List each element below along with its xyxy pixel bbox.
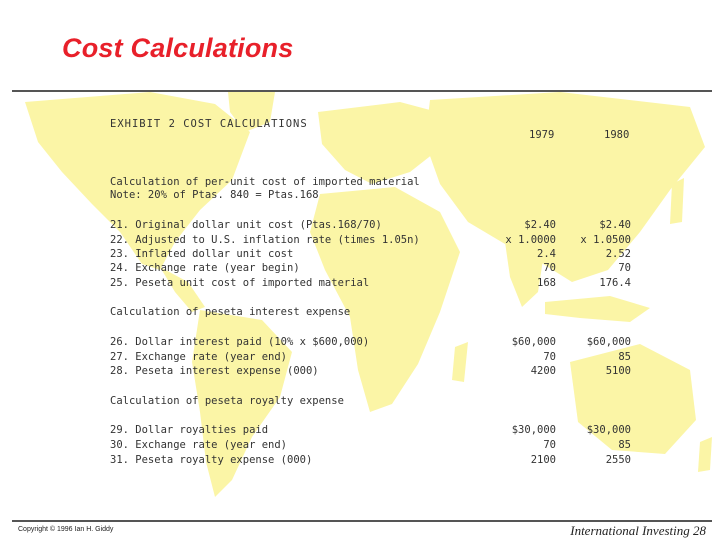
table-cell-1980: $2.40 xyxy=(599,219,631,231)
copyright-text: Copyright © 1996 Ian H. Giddy xyxy=(18,526,114,533)
bottom-divider xyxy=(12,520,712,522)
table-cell-1979: 4200 xyxy=(530,365,556,377)
footer-page-label: International Investing 28 xyxy=(570,523,706,538)
table-row-label: 25. Peseta unit cost of imported material xyxy=(110,277,370,289)
exhibit-title: EXHIBIT 2 COST CALCULATIONS xyxy=(110,118,308,130)
table-cell-1979: x 1.0000 xyxy=(505,234,556,246)
table-cell-1979: 70 xyxy=(543,351,556,363)
table-cell-1980: $30,000 xyxy=(586,424,631,436)
section-heading-imported-material: Calculation of per-unit cost of imported material xyxy=(110,176,420,188)
slide-title: Cost Calculations xyxy=(62,33,294,63)
column-header-1980: 1980 xyxy=(604,129,630,141)
table-row-label: 21. Original dollar unit cost (Ptas.168/70) xyxy=(110,219,382,231)
table-cell-1980: 85 xyxy=(618,351,631,363)
table-cell-1979: $60,000 xyxy=(511,336,556,348)
table-row-label: 23. Inflated dollar unit cost xyxy=(110,248,294,260)
table-cell-1979: 70 xyxy=(543,262,556,274)
section-note: Note: 20% of Ptas. 840 = Ptas.168 xyxy=(110,189,319,201)
table-cell-1980: 70 xyxy=(618,262,631,274)
table-cell-1980: x 1.0500 xyxy=(580,234,631,246)
table-row-label: 26. Dollar interest paid (10% x $600,000) xyxy=(110,336,370,348)
table-cell-1979: 70 xyxy=(543,439,556,451)
table-cell-1980: 2.52 xyxy=(605,248,631,260)
table-cell-1980: $60,000 xyxy=(586,336,631,348)
table-cell-1980: 176.4 xyxy=(599,277,631,289)
table-cell-1979: 2.4 xyxy=(537,248,556,260)
section-heading-interest-expense: Calculation of peseta interest expense xyxy=(110,306,351,318)
table-row-label: 24. Exchange rate (year begin) xyxy=(110,262,300,274)
table-cell-1979: $2.40 xyxy=(524,219,556,231)
table-cell-1979: 168 xyxy=(537,277,556,289)
table-cell-1980: 2550 xyxy=(605,454,631,466)
table-cell-1980: 5100 xyxy=(605,365,631,377)
table-row-label: 29. Dollar royalties paid xyxy=(110,424,269,436)
section-heading-royalty-expense: Calculation of peseta royalty expense xyxy=(110,395,344,407)
column-header-1979: 1979 xyxy=(529,129,555,141)
table-row-label: 31. Peseta royalty expense (000) xyxy=(110,454,313,466)
table-row-label: 28. Peseta interest expense (000) xyxy=(110,365,319,377)
table-cell-1980: 85 xyxy=(618,439,631,451)
table-row-label: 30. Exchange rate (year end) xyxy=(110,439,288,451)
table-cell-1979: 2100 xyxy=(530,454,556,466)
table-row-label: 27. Exchange rate (year end) xyxy=(110,351,288,363)
table-cell-1979: $30,000 xyxy=(511,424,556,436)
table-row-label: 22. Adjusted to U.S. inflation rate (times 1.05n) xyxy=(110,234,420,246)
